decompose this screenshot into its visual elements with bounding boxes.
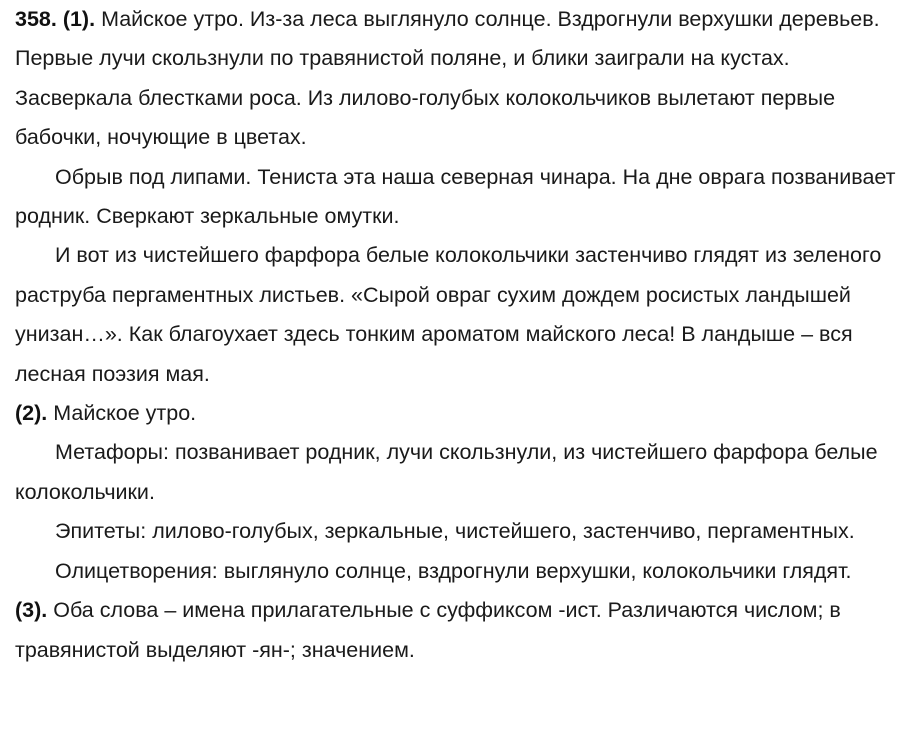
metaphors-line: Метафоры: позванивает родник, лучи скользнули, из чистейшего фарфора белые колокольчики.	[15, 440, 878, 504]
paragraph-text: Майское утро. Из-за леса выглянуло солнце. Вздрогнули верхушки деревьев. Первые лучи скользнули по травянистой поляне, и блики заиграли на кустах. Засверкала блестками роса. Из лилово-голубых колокольчиков вылетают первые бабочки, ночующие в цветах.	[15, 7, 880, 150]
part3-text: Оба слова – имена прилагательные с суффиксом -ист. Различаются числом; в травянистой выделяют -ян-; значением.	[15, 598, 841, 662]
task-paragraph-3: И вот из чистейшего фарфора белые колокольчики застенчиво глядят из зеленого раструба пергаментных листьев. «Сырой овраг сухим дождем росистых ландышей унизан…». Как благоухает здесь тонким ароматом майского леса! В ландыше – вся лесная поэзия мая.	[15, 243, 882, 386]
part2-title: Майское утро.	[53, 401, 197, 426]
task-paragraph-2: Обрыв под липами. Тениста эта наша северная чинара. На дне оврага позванивает родник. Сверкают зеркальные омутки.	[15, 164, 896, 229]
part3-line	[15, 591, 905, 670]
part3-number: (3).	[15, 598, 48, 623]
epithets-line: Эпитеты: лилово-голубых, зеркальные, чистейшего, застенчиво, пергаментных.	[55, 519, 855, 544]
part2-number: (2).	[15, 401, 48, 426]
personification-line: Олицетворения: выглянуло солнце, вздрогнули верхушки, колокольчики глядят.	[55, 558, 852, 583]
task-paragraph-1	[15, 0, 905, 158]
answer-document	[15, 0, 905, 670]
task-number: 358. (1).	[15, 7, 96, 31]
part2-title-line	[15, 394, 905, 433]
